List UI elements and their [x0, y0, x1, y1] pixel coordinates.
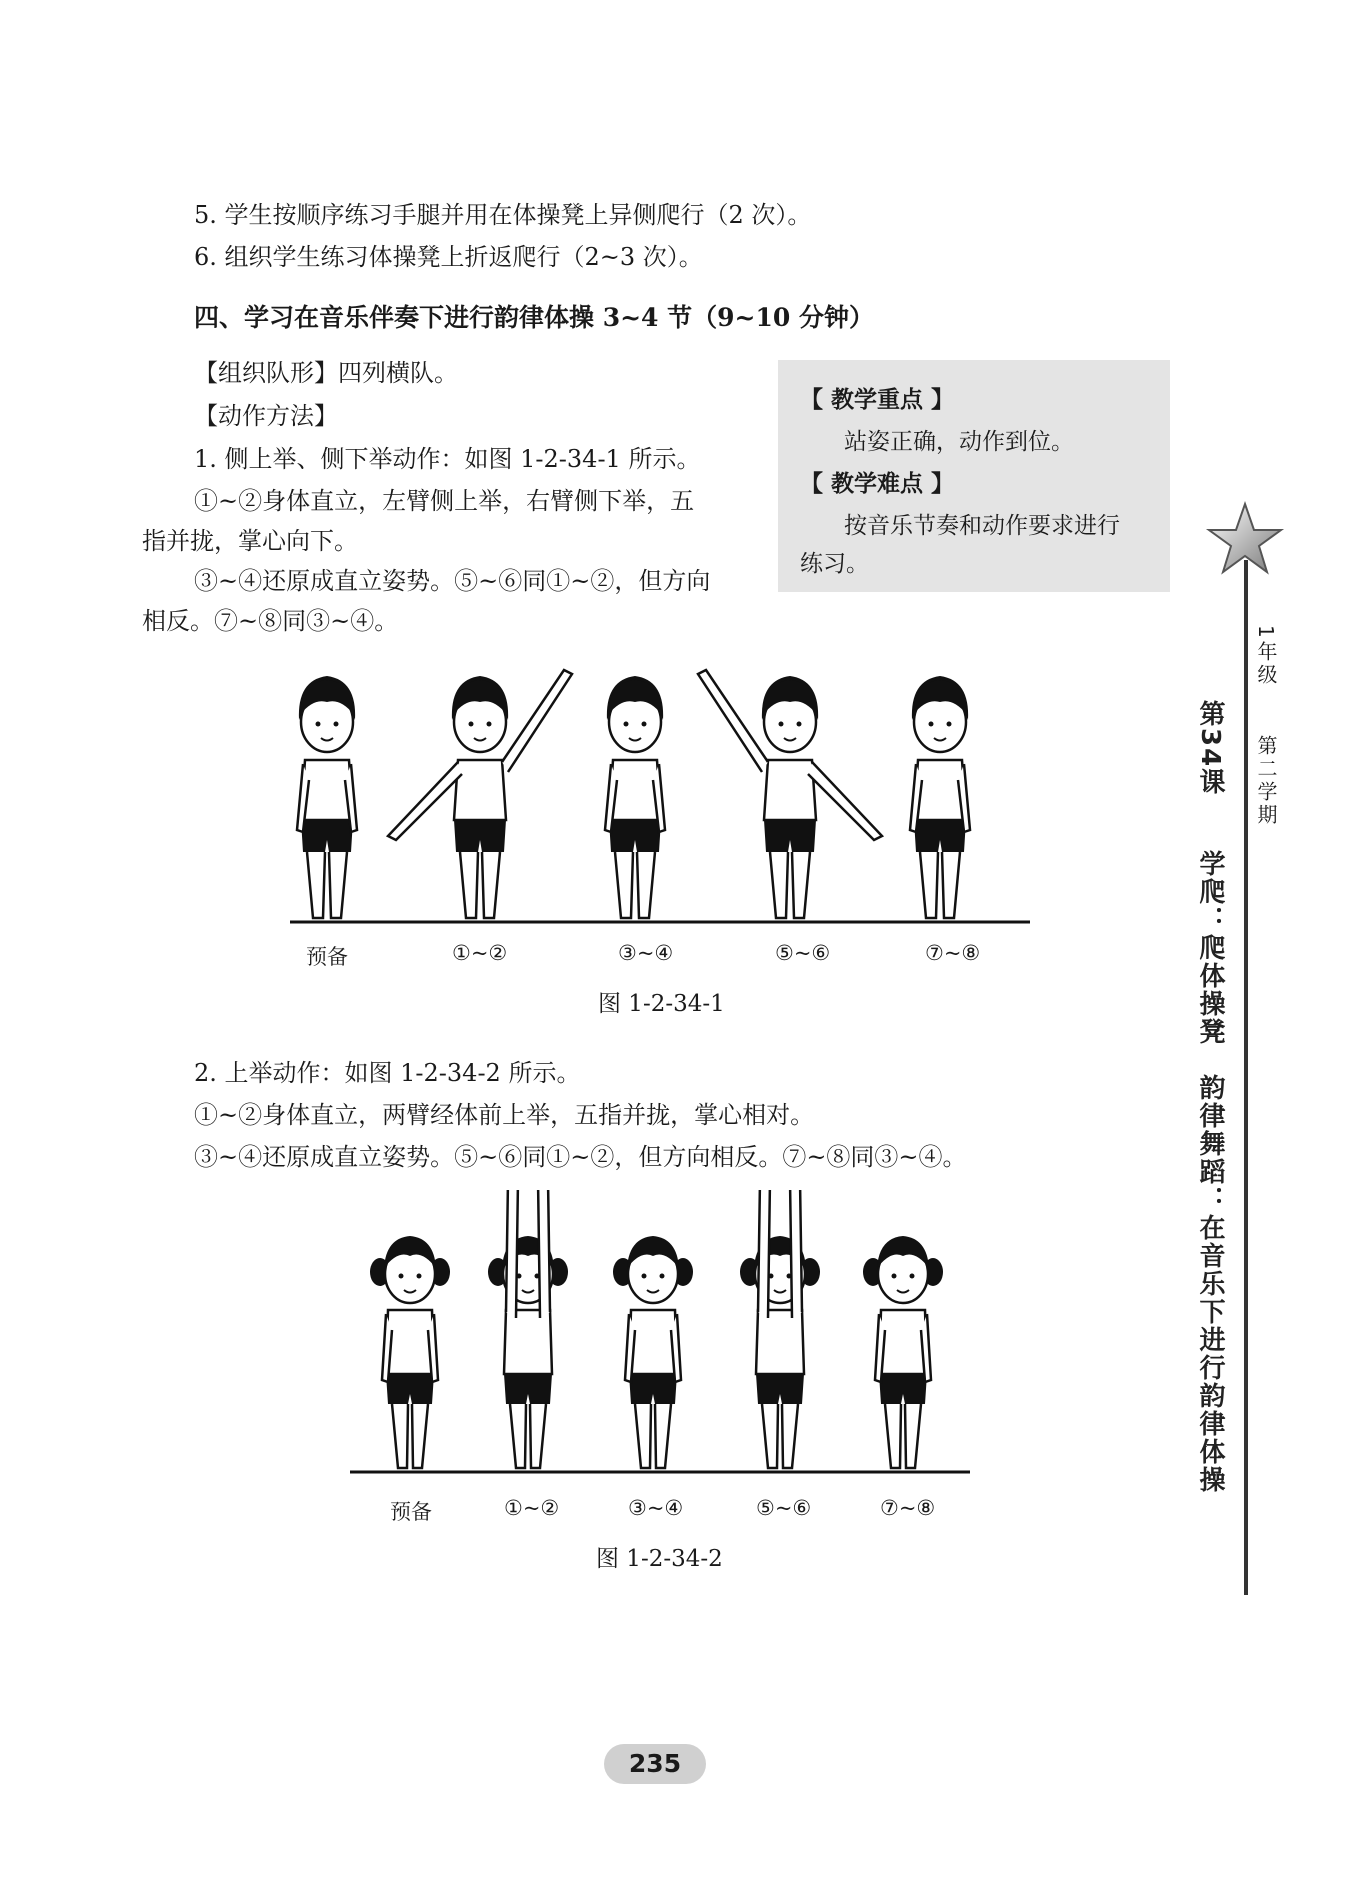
figure2-caption: 图 1-2-34-2 [596, 1546, 723, 1572]
method-label: 【动作方法】 [194, 402, 338, 430]
difficulty-label: 【 教学难点 】 [800, 471, 955, 497]
step2-line1: ①~②身体直立，两臂经体前上举，五指并拢，掌心相对。 [194, 1101, 815, 1129]
side-semester: 第二学期 [1254, 735, 1278, 827]
key-point-label: 【 教学重点 】 [800, 387, 955, 413]
figure2-label-1: 预备 [390, 1500, 432, 1524]
figure-side-raise-illustration [280, 650, 1040, 940]
figure1-label-2: ①~② [452, 941, 508, 965]
figure2-label-3: ③~④ [628, 1496, 684, 1520]
step1-title: 1. 侧上举、侧下举动作：如图 1-2-34-1 所示。 [194, 445, 701, 473]
figure2-label-5: ⑦~⑧ [880, 1496, 936, 1520]
section-heading: 四、学习在音乐伴奏下进行韵律体操 3~4 节（9~10 分钟） [194, 303, 874, 332]
organization-line: 【组织队形】四列横队。 [194, 359, 458, 387]
paragraph-step6: 6. 组织学生练习体操凳上折返爬行（2~3 次）。 [194, 243, 703, 271]
step1-line4: 相反。⑦~⑧同③~④。 [142, 607, 399, 635]
figure1-label-3: ③~④ [618, 941, 674, 965]
key-point-text: 站姿正确，动作到位。 [844, 429, 1074, 455]
paragraph-step5: 5. 学生按顺序练习手腿并用在体操凳上异侧爬行（2 次）。 [194, 201, 812, 229]
figure1-caption: 图 1-2-34-1 [598, 991, 725, 1017]
difficulty-text-1: 按音乐节奏和动作要求进行 [844, 513, 1120, 539]
step1-line1: ①~②身体直立，左臂侧上举，右臂侧下举，五 [194, 487, 695, 515]
side-lesson-title: 学爬：爬体操凳 韵律舞蹈：在音乐下进行韵律体操 [1195, 850, 1225, 1494]
figure-arms-raise-illustration [340, 1190, 980, 1490]
figure1-label-5: ⑦~⑧ [925, 941, 981, 965]
figure1-label-1: 预备 [306, 945, 348, 969]
step1-line3: ③~④还原成直立姿势。⑤~⑥同①~②，但方向 [194, 567, 711, 595]
figure1-label-4: ⑤~⑥ [775, 941, 831, 965]
step2-title: 2. 上举动作：如图 1-2-34-2 所示。 [194, 1059, 581, 1087]
difficulty-text-2: 练习。 [800, 551, 869, 577]
side-grade: 1年级 [1254, 625, 1278, 687]
figure2-label-4: ⑤~⑥ [756, 1496, 812, 1520]
figure2-label-2: ①~② [504, 1496, 560, 1520]
step1-line2: 指并拢，掌心向下。 [142, 527, 358, 555]
page-number: 235 [604, 1744, 706, 1784]
step2-line2: ③~④还原成直立姿势。⑤~⑥同①~②，但方向相反。⑦~⑧同③~④。 [194, 1143, 967, 1171]
side-lesson: 第34课 [1195, 700, 1225, 797]
side-rule [1244, 560, 1248, 1595]
teaching-tip-box [778, 360, 1170, 592]
